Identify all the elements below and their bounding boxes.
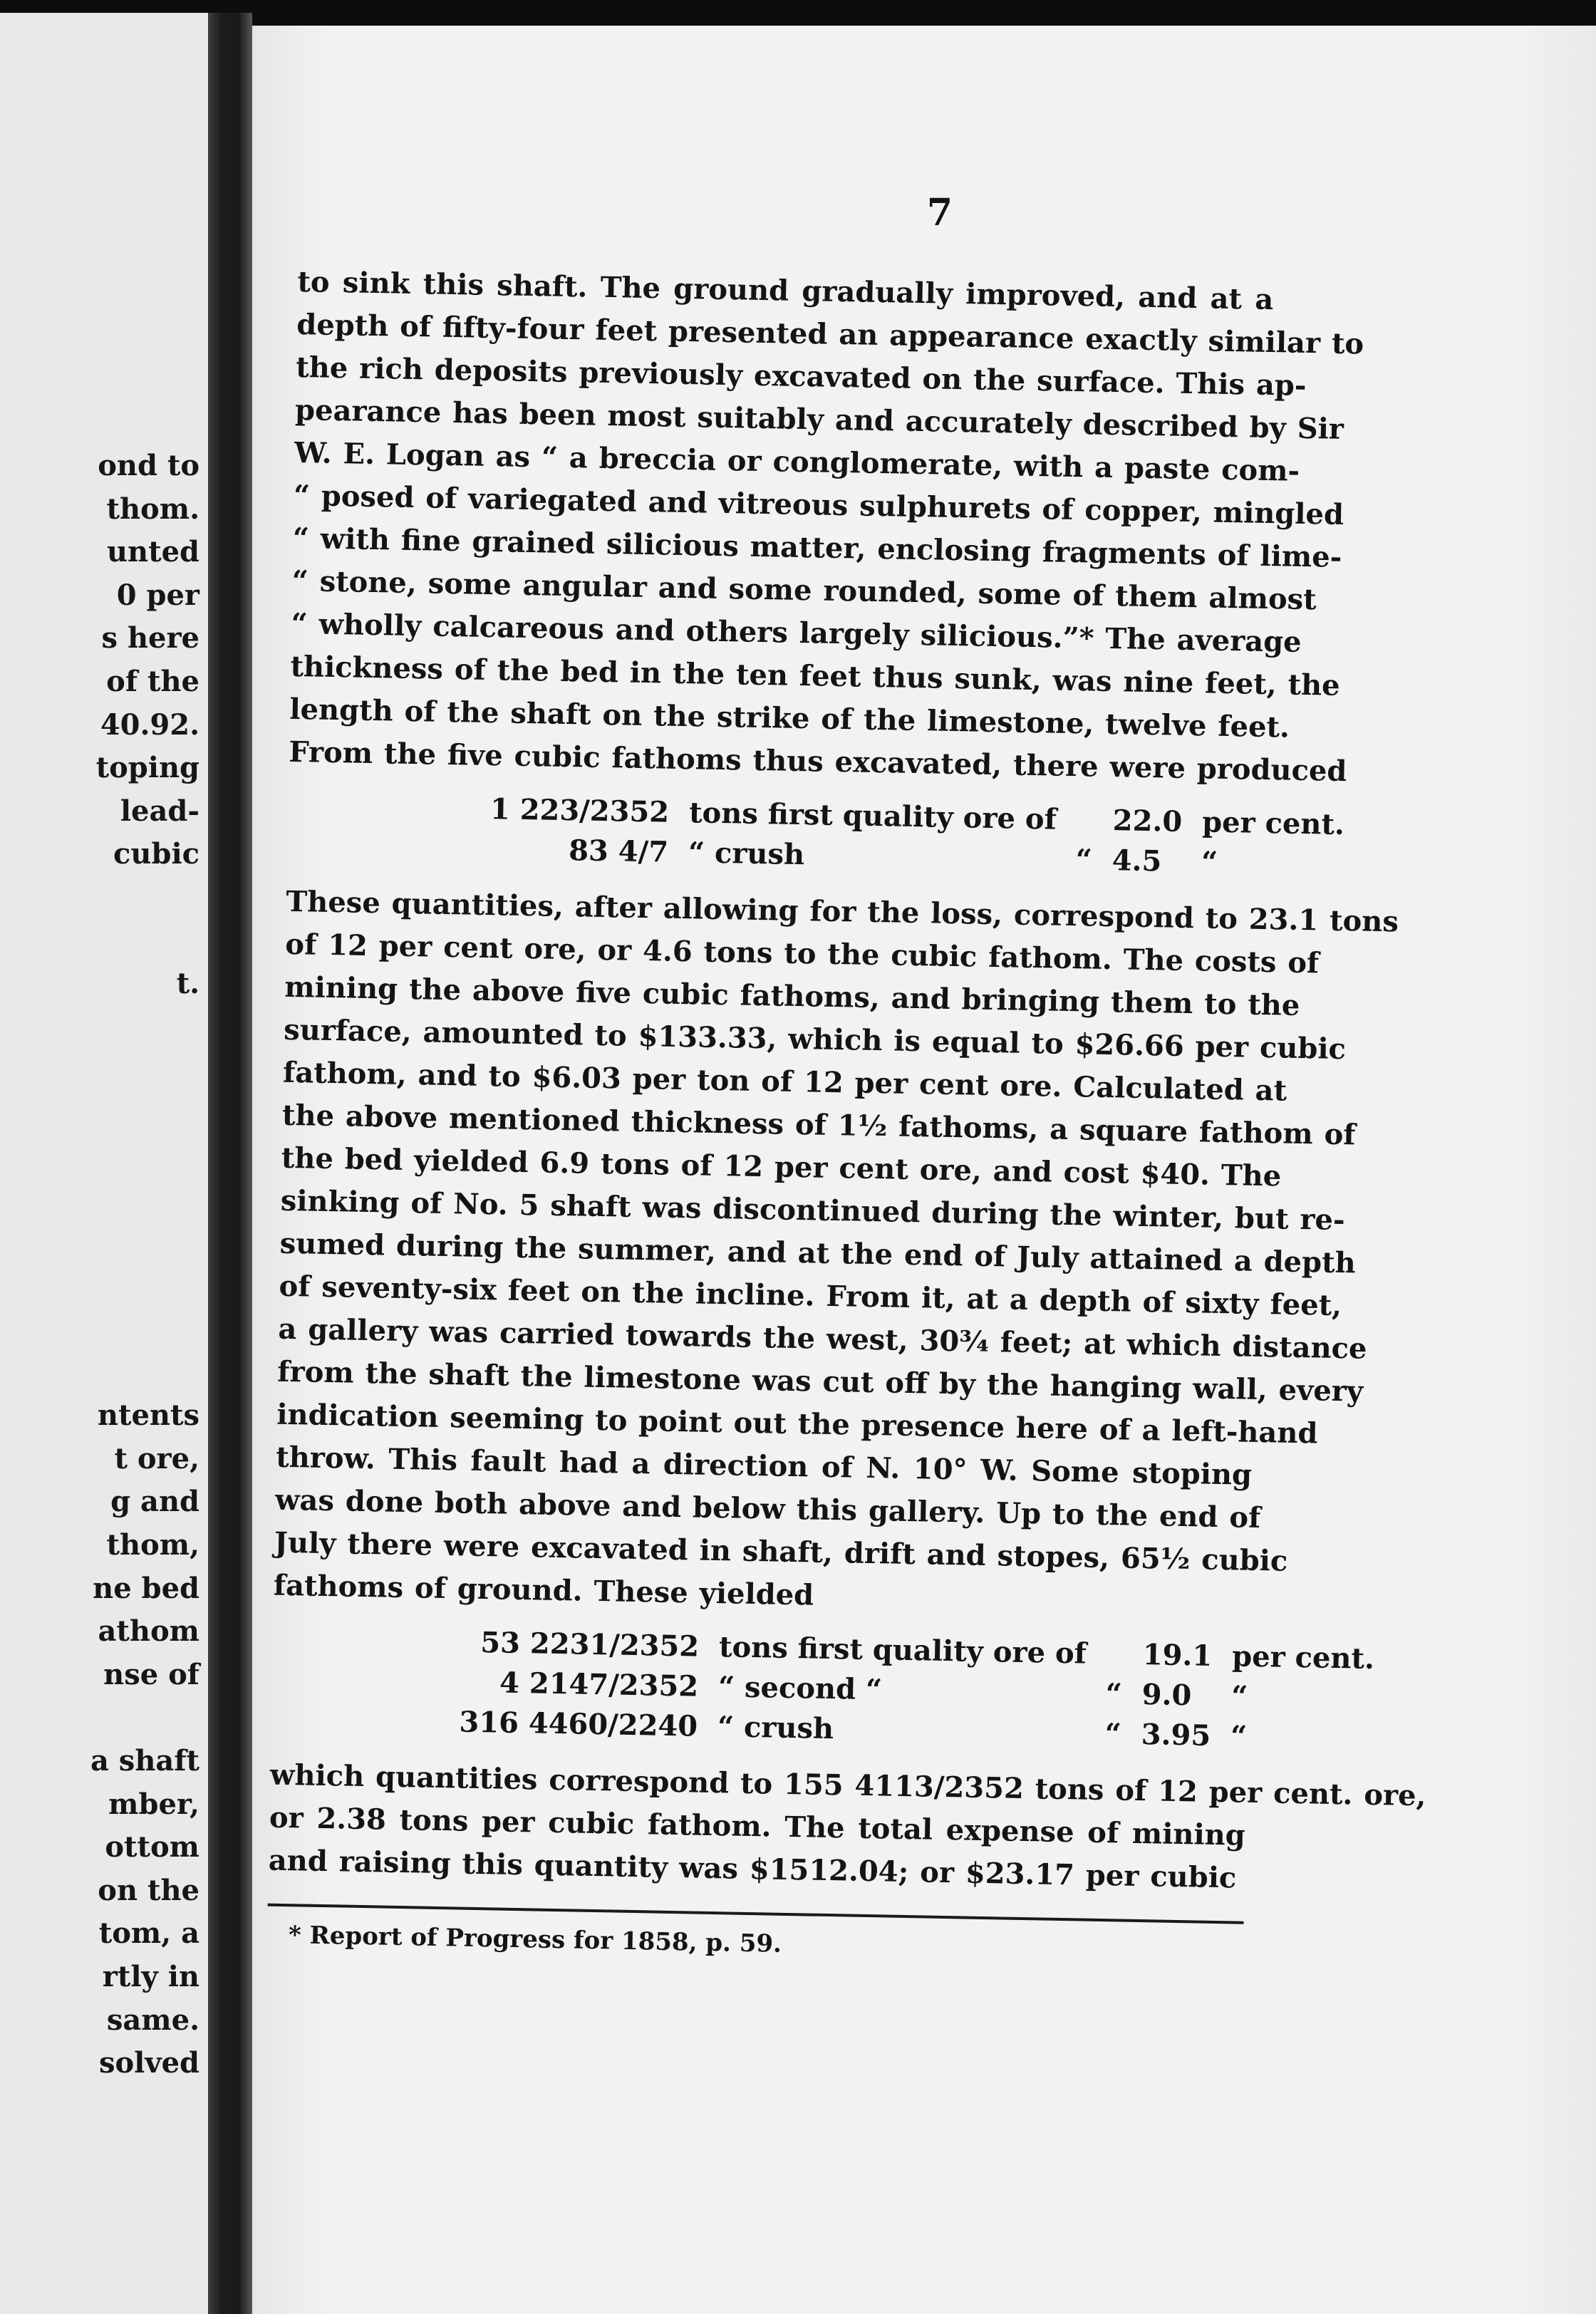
left-page-fragment: same. — [106, 2003, 200, 2037]
left-page-fragment: ntents — [97, 1399, 200, 1433]
text-line: “ wholly calcareous and others largely silicious.”* The average — [291, 606, 1302, 659]
ore-table-2 — [449, 1622, 1384, 1758]
text-line: “ stone, some angular and some rounded, some of them almost — [291, 564, 1317, 617]
text-line: “ with fine grained silicious matter, enclosing fragments of lime- — [292, 521, 1342, 574]
text-line: of 12 per cent ore, or 4.6 tons to the cubic fathom. The costs of — [284, 927, 1320, 980]
ore-pct: 4.5 — [1112, 843, 1162, 878]
left-page-fragment: lead- — [120, 794, 200, 828]
left-page-fragment: solved — [98, 2046, 200, 2080]
text-line: the rich deposits previously excavated on the surface. This ap- — [295, 350, 1307, 403]
text-line: thickness of the bed in the ten feet thus sunk, was nine feet, the — [290, 649, 1341, 702]
text-line: to sink this shaft. The ground gradually improved, and at a — [297, 264, 1274, 317]
ore-label: “ crush — [717, 1709, 834, 1745]
ore-unit: “ — [1201, 844, 1218, 879]
ore-qty: 1 223/2352 — [489, 792, 670, 829]
ore-label: “ crush — [688, 835, 805, 871]
body-text — [267, 261, 1426, 1967]
left-page-fragment: of the — [106, 665, 200, 698]
ore-pct: 19.1 — [1142, 1637, 1213, 1673]
text-line: from the shaft the limestone was cut off by the hanging wall, every — [276, 1354, 1364, 1408]
left-page-fragment: unted — [106, 535, 200, 569]
text-line: or 2.38 tons per cubic fathom. The total expense of mining — [269, 1800, 1246, 1852]
text-line: July there were excavated in shaft, drift and stopes, 65½ cubic — [274, 1525, 1288, 1578]
text-line: pearance has been most suitably and accurately described by Sir — [294, 393, 1344, 446]
ore-ditto: “ — [1104, 1716, 1122, 1751]
ore-pct: 3.95 — [1141, 1717, 1211, 1753]
left-page — [0, 13, 208, 2314]
text-line: depth of fifty-four feet presented an appearance exactly similar to — [296, 307, 1364, 361]
paragraph-2 — [273, 881, 1399, 1625]
left-page-fragment: athom — [98, 1614, 200, 1649]
footnote: * Report of Progress for 1858, p. 59. — [288, 1921, 782, 1958]
ore-pct: 9.0 — [1141, 1677, 1192, 1712]
left-page-fragment: cubic — [113, 837, 200, 871]
text-line: sumed during the summer, and at the end of July attained a depth — [279, 1226, 1357, 1280]
ore-pct: 22.0 — [1112, 803, 1183, 839]
ore-unit: per cent. — [1201, 804, 1345, 841]
left-page-fragment: mber, — [108, 1787, 200, 1821]
text-line: surface, amounted to $133.33, which is equal to $26.66 per cubic — [283, 1012, 1347, 1067]
text-line: of seventy-six feet on the incline. From it, at a depth of sixty feet, — [279, 1269, 1342, 1323]
left-page-fragment: on the — [98, 1873, 200, 1907]
ore-label: tons first quality ore of — [718, 1629, 1087, 1671]
ore-ditto: “ — [1075, 842, 1093, 877]
ore-unit: “ — [1230, 1679, 1248, 1713]
text-line: indication seeming to point out the presence here of a left-hand — [276, 1397, 1318, 1451]
paragraph-3 — [268, 1754, 1426, 1900]
left-page-fragment: 0 per — [116, 578, 200, 612]
left-page-fragment: s here — [101, 621, 200, 655]
text-line: W. E. Logan as “ a breccia or conglomerate, with a paste com- — [294, 435, 1300, 488]
ore-qty: 316 4460/2240 — [459, 1704, 698, 1743]
text-line: sinking of No. 5 shaft was discontinued during the winter, but re- — [280, 1183, 1346, 1238]
ore-label: “ second “ — [717, 1669, 883, 1706]
left-page-fragment: tom, a — [98, 1916, 200, 1951]
left-page-fragment: t. — [176, 967, 200, 1001]
left-page-fragment: ne bed — [93, 1571, 200, 1605]
ore-unit: “ — [1230, 1718, 1248, 1753]
ore-ditto — [1066, 799, 1103, 840]
text-line: fathoms of ground. These yielded — [273, 1568, 814, 1612]
text-line: throw. This fault had a direction of N. 10° W. Some stoping — [275, 1440, 1253, 1492]
ore-qty: 83 4/7 — [568, 833, 669, 869]
right-page — [252, 26, 1596, 2314]
text-line: a gallery was carried towards the west, 30¾ feet; at which distance — [278, 1312, 1367, 1366]
text-line: the above mentioned thickness of 1½ fathoms, a square fathom of — [281, 1098, 1356, 1152]
text-line: “ posed of variegated and vitreous sulphurets of copper, mingled — [293, 478, 1344, 531]
footnote-rule — [268, 1904, 1244, 1924]
left-page-fragment: rtly in — [102, 1960, 200, 1993]
left-page-fragment: thom. — [106, 492, 200, 526]
ore-ditto — [1096, 1634, 1133, 1674]
book-gutter — [208, 13, 252, 2314]
ore-table-1 — [479, 789, 1354, 884]
ore-label: tons first quality ore of — [688, 795, 1057, 836]
left-page-fragment: g and — [110, 1485, 200, 1519]
left-page-fragment: a shaft — [90, 1744, 200, 1778]
text-line: From the five cubic fathoms thus excavated, there were produced — [288, 735, 1347, 789]
left-page-fragment: t ore, — [114, 1441, 200, 1475]
ore-qty: 53 2231/2352 — [480, 1625, 700, 1664]
page-number: 7 — [926, 191, 953, 234]
text-line: the bed yielded 6.9 tons of 12 per cent ore, and cost $40. The — [281, 1141, 1282, 1193]
left-page-fragment: ond to — [98, 449, 200, 482]
text-line: which quantities correspond to 155 4113/2352 tons of 12 per cent. ore, — [269, 1758, 1426, 1813]
ore-unit: per cent. — [1231, 1639, 1375, 1676]
left-page-fragment: toping — [95, 751, 200, 785]
left-page-fragment: 40.92. — [100, 707, 200, 742]
paragraph-1 — [288, 261, 1364, 792]
text-line: length of the shaft on the strike of the limestone, twelve feet. — [289, 692, 1290, 744]
left-page-fragment: thom, — [106, 1528, 200, 1562]
left-page-fragment: ottom — [105, 1830, 200, 1864]
text-line: mining the above five cubic fathoms, and bringing them to the — [284, 970, 1300, 1022]
left-page-fragment: nse of — [103, 1657, 200, 1691]
ore-qty: 4 2147/2352 — [499, 1666, 699, 1703]
text-line: fathom, and to $6.03 per ton of 12 per cent ore. Calculated at — [282, 1055, 1287, 1108]
ore-ditto: “ — [1105, 1676, 1123, 1711]
text-line: and raising this quantity was $1512.04; or $23.17 per cubic — [268, 1843, 1237, 1895]
text-line: These quantities, after allowing for the loss, correspond to 23.1 tons — [286, 884, 1399, 939]
text-line: was done both above and below this gallery. Up to the end of — [274, 1483, 1261, 1535]
